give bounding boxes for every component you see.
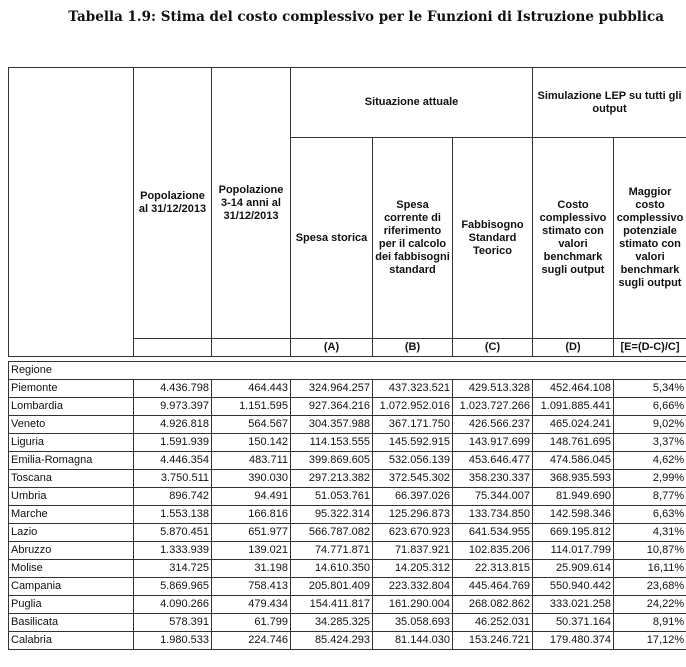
cell-maggior-costo: 3,37% [614, 434, 686, 452]
cell-popolazione: 314.725 [134, 560, 212, 578]
cell-maggior-costo: 9,02% [614, 416, 686, 434]
cell-popolazione-3-14: 483.711 [212, 452, 291, 470]
table-row [9, 380, 686, 398]
cell-popolazione: 5.870.451 [134, 524, 212, 542]
cell-regione: Abruzzo [9, 542, 134, 560]
cell-popolazione-3-14: 464.443 [212, 380, 291, 398]
table-row [9, 452, 686, 470]
cell-maggior-costo: 2,99% [614, 470, 686, 488]
cell-regione: Puglia [9, 596, 134, 614]
header-code-c: (C) [453, 339, 533, 357]
cell-spesa-corrente: 71.837.921 [373, 542, 453, 560]
cell-spesa-corrente: 437.323.521 [373, 380, 453, 398]
cell-popolazione: 4.090.266 [134, 596, 212, 614]
group-label-regione: Regione [9, 362, 686, 380]
header-maggior-costo: Maggior costo complessivo potenziale stimato con valori benchmark sugli output [614, 138, 686, 339]
cell-spesa-storica: 95.322.314 [291, 506, 373, 524]
cell-spesa-corrente: 145.592.915 [373, 434, 453, 452]
cell-spesa-storica: 34.285.325 [291, 614, 373, 632]
table-row [9, 596, 686, 614]
cell-maggior-costo: 6,66% [614, 398, 686, 416]
table-body [8, 361, 686, 650]
cell-maggior-costo: 24,22% [614, 596, 686, 614]
cell-popolazione-3-14: 758.413 [212, 578, 291, 596]
cell-costo-complessivo: 81.949.690 [533, 488, 614, 506]
cell-regione: Lazio [9, 524, 134, 542]
cell-popolazione-3-14: 61.799 [212, 614, 291, 632]
header-code-d: (D) [533, 339, 614, 357]
cell-spesa-corrente: 223.332.804 [373, 578, 453, 596]
cell-costo-complessivo: 669.195.812 [533, 524, 614, 542]
table-row [9, 434, 686, 452]
cell-costo-complessivo: 142.598.346 [533, 506, 614, 524]
header-costo-complessivo: Costo complessivo stimato con valori benchmark sugli output [533, 138, 614, 339]
cell-maggior-costo: 5,34% [614, 380, 686, 398]
table-row [9, 488, 686, 506]
cell-spesa-corrente: 367.171.750 [373, 416, 453, 434]
cell-costo-complessivo: 368.935.593 [533, 470, 614, 488]
cell-popolazione-3-14: 564.567 [212, 416, 291, 434]
cell-popolazione-3-14: 166.816 [212, 506, 291, 524]
cell-spesa-corrente: 161.290.004 [373, 596, 453, 614]
cell-regione: Marche [9, 506, 134, 524]
cell-spesa-corrente: 35.058.693 [373, 614, 453, 632]
cell-spesa-storica: 205.801.409 [291, 578, 373, 596]
table-row [9, 632, 686, 650]
cell-popolazione-3-14: 224.746 [212, 632, 291, 650]
cell-spesa-storica: 297.213.382 [291, 470, 373, 488]
cell-regione: Toscana [9, 470, 134, 488]
cell-regione: Veneto [9, 416, 134, 434]
cell-fabbisogno: 445.464.769 [453, 578, 533, 596]
cell-fabbisogno: 429.513.328 [453, 380, 533, 398]
cell-regione: Molise [9, 560, 134, 578]
cell-spesa-corrente: 125.296.873 [373, 506, 453, 524]
cell-maggior-costo: 16,11% [614, 560, 686, 578]
cell-popolazione-3-14: 651.977 [212, 524, 291, 542]
table-row [9, 470, 686, 488]
cell-regione: Calabria [9, 632, 134, 650]
cell-popolazione-3-14: 1.151.595 [212, 398, 291, 416]
cell-fabbisogno: 102.835.206 [453, 542, 533, 560]
cell-popolazione-3-14: 31.198 [212, 560, 291, 578]
cell-maggior-costo: 17,12% [614, 632, 686, 650]
cell-fabbisogno: 426.566.237 [453, 416, 533, 434]
cell-spesa-storica: 304.357.988 [291, 416, 373, 434]
cell-fabbisogno: 1.023.727.266 [453, 398, 533, 416]
cell-fabbisogno: 641.534.955 [453, 524, 533, 542]
cell-spesa-storica: 14.610.350 [291, 560, 373, 578]
cell-spesa-storica: 927.364.216 [291, 398, 373, 416]
table-row [9, 578, 686, 596]
header-group-simulazione-lep: Simulazione LEP su tutti gli output [533, 68, 686, 138]
cell-popolazione: 1.553.138 [134, 506, 212, 524]
header-code-e: [E=(D-C)/C] [614, 339, 686, 357]
cell-spesa-corrente: 14.205.312 [373, 560, 453, 578]
cell-costo-complessivo: 25.909.614 [533, 560, 614, 578]
cell-costo-complessivo: 1.091.885.441 [533, 398, 614, 416]
cell-maggior-costo: 8,77% [614, 488, 686, 506]
cell-regione: Basilicata [9, 614, 134, 632]
cell-costo-complessivo: 114.017.799 [533, 542, 614, 560]
cell-popolazione-3-14: 94.491 [212, 488, 291, 506]
cell-popolazione: 3.750.511 [134, 470, 212, 488]
cell-costo-complessivo: 50.371.164 [533, 614, 614, 632]
cell-costo-complessivo: 465.024.241 [533, 416, 614, 434]
cell-fabbisogno: 358.230.337 [453, 470, 533, 488]
cell-popolazione: 1.980.533 [134, 632, 212, 650]
cell-maggior-costo: 23,68% [614, 578, 686, 596]
cell-spesa-corrente: 1.072.952.016 [373, 398, 453, 416]
cell-spesa-storica: 51.053.761 [291, 488, 373, 506]
cell-maggior-costo: 10,87% [614, 542, 686, 560]
cell-spesa-storica: 324.964.257 [291, 380, 373, 398]
cell-costo-complessivo: 452.464.108 [533, 380, 614, 398]
cell-spesa-corrente: 623.670.923 [373, 524, 453, 542]
cell-popolazione-3-14: 139.021 [212, 542, 291, 560]
cell-fabbisogno: 268.082.862 [453, 596, 533, 614]
header-spesa-corrente: Spesa corrente di riferimento per il calcolo dei fabbisogni standard [373, 138, 453, 339]
cell-spesa-storica: 74.771.871 [291, 542, 373, 560]
table-header [8, 67, 686, 357]
cell-costo-complessivo: 148.761.695 [533, 434, 614, 452]
cell-fabbisogno: 143.917.699 [453, 434, 533, 452]
cell-maggior-costo: 8,91% [614, 614, 686, 632]
cell-fabbisogno: 453.646.477 [453, 452, 533, 470]
cell-popolazione: 4.436.798 [134, 380, 212, 398]
header-group-situazione-attuale: Situazione attuale [291, 68, 533, 138]
cell-popolazione: 5.869.965 [134, 578, 212, 596]
cell-regione: Lombardia [9, 398, 134, 416]
cell-popolazione: 4.446.354 [134, 452, 212, 470]
cell-popolazione: 896.742 [134, 488, 212, 506]
cell-popolazione-3-14: 390.030 [212, 470, 291, 488]
cell-fabbisogno: 153.246.721 [453, 632, 533, 650]
cell-maggior-costo: 4,62% [614, 452, 686, 470]
cell-popolazione: 578.391 [134, 614, 212, 632]
table-row [9, 398, 686, 416]
cell-costo-complessivo: 474.586.045 [533, 452, 614, 470]
cell-maggior-costo: 4,31% [614, 524, 686, 542]
table-row [9, 614, 686, 632]
cell-spesa-corrente: 372.545.302 [373, 470, 453, 488]
header-spesa-storica: Spesa storica [291, 138, 373, 339]
cell-costo-complessivo: 333.021.258 [533, 596, 614, 614]
cell-costo-complessivo: 550.940.442 [533, 578, 614, 596]
cell-popolazione: 1.591.939 [134, 434, 212, 452]
table-row [9, 542, 686, 560]
cell-popolazione: 4.926.818 [134, 416, 212, 434]
cell-fabbisogno: 46.252.031 [453, 614, 533, 632]
cell-spesa-storica: 85.424.293 [291, 632, 373, 650]
header-popolazione-3-14: Popolazione 3-14 anni al 31/12/2013 [212, 68, 291, 339]
cell-spesa-storica: 399.869.605 [291, 452, 373, 470]
table-row [9, 416, 686, 434]
cell-regione: Campania [9, 578, 134, 596]
header-code-b: (B) [373, 339, 453, 357]
header-fabbisogno-standard: Fabbisogno Standard Teorico [453, 138, 533, 339]
cell-popolazione-3-14: 150.142 [212, 434, 291, 452]
cell-popolazione: 1.333.939 [134, 542, 212, 560]
header-code-a: (A) [291, 339, 373, 357]
cell-spesa-storica: 114.153.555 [291, 434, 373, 452]
table-row [9, 560, 686, 578]
cell-spesa-corrente: 66.397.026 [373, 488, 453, 506]
cell-maggior-costo: 6,63% [614, 506, 686, 524]
cell-regione: Liguria [9, 434, 134, 452]
cell-fabbisogno: 22.313.815 [453, 560, 533, 578]
cell-popolazione: 9.973.397 [134, 398, 212, 416]
table-caption: Tabella 1.9: Stima del costo complessivo per le Funzioni di Istruzione pubblica [68, 9, 664, 25]
cell-spesa-storica: 154.411.817 [291, 596, 373, 614]
cell-fabbisogno: 75.344.007 [453, 488, 533, 506]
cell-costo-complessivo: 179.480.374 [533, 632, 614, 650]
cell-regione: Emilia-Romagna [9, 452, 134, 470]
cell-regione: Umbria [9, 488, 134, 506]
cell-spesa-corrente: 81.144.030 [373, 632, 453, 650]
cell-spesa-corrente: 532.056.139 [373, 452, 453, 470]
header-empty-cell [9, 68, 134, 357]
cell-regione: Piemonte [9, 380, 134, 398]
cell-popolazione-3-14: 479.434 [212, 596, 291, 614]
cell-spesa-storica: 566.787.082 [291, 524, 373, 542]
table-row [9, 506, 686, 524]
table-row [9, 524, 686, 542]
header-popolazione: Popolazione al 31/12/2013 [134, 68, 212, 339]
cell-fabbisogno: 133.734.850 [453, 506, 533, 524]
